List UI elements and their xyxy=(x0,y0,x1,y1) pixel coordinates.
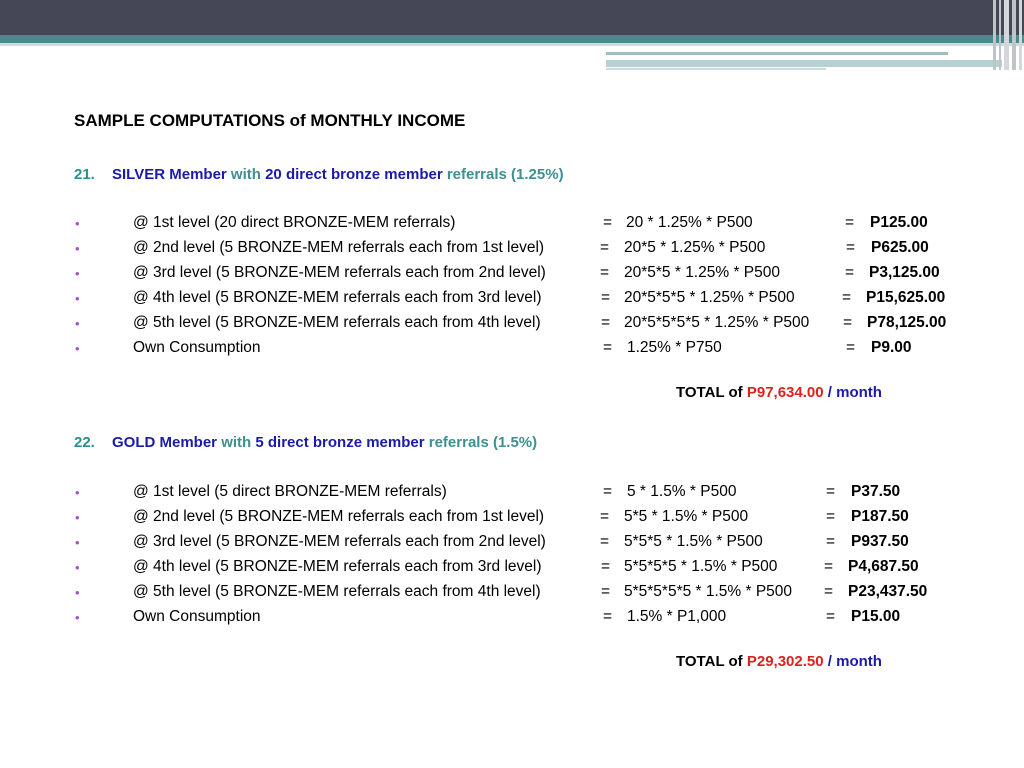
referral-count: 20 direct bronze member xyxy=(265,166,443,183)
list-item xyxy=(0,558,1024,580)
equals-sign: = xyxy=(601,289,611,306)
equals-sign: = xyxy=(846,239,856,256)
referral-rate: referrals (1.5%) xyxy=(428,434,538,451)
equals-sign: = xyxy=(843,314,853,331)
equals-sign: = xyxy=(846,339,856,356)
level-description: @ 3rd level (5 BRONZE-MEM referrals each from 2nd level) xyxy=(133,533,546,550)
list-item xyxy=(0,214,1024,236)
equals-sign: = xyxy=(826,608,836,625)
bullet-icon: • xyxy=(75,291,80,306)
level-description: @ 2nd level (5 BRONZE-MEM referrals each from 1st level) xyxy=(133,239,545,256)
equals-sign: = xyxy=(845,214,855,231)
formula: 5*5*5 * 1.5% * P500 xyxy=(624,533,763,550)
result-value: P37.50 xyxy=(851,483,901,500)
list-item xyxy=(0,239,1024,261)
formula: 1.5% * P1,000 xyxy=(627,608,727,625)
section-number: 21. xyxy=(74,166,95,183)
formula: 5*5 * 1.5% * P500 xyxy=(624,508,749,525)
equals-sign: = xyxy=(826,508,836,525)
decor-line xyxy=(606,68,826,70)
result-value: P625.00 xyxy=(871,239,929,256)
section-heading-silver xyxy=(74,166,564,183)
section-heading-gold xyxy=(74,434,537,451)
formula: 20*5*5*5*5 * 1.25% * P500 xyxy=(624,314,810,331)
list-item xyxy=(0,314,1024,336)
decor-vbar xyxy=(1004,0,1009,70)
equals-sign: = xyxy=(824,558,834,575)
formula: 5 * 1.5% * P500 xyxy=(627,483,737,500)
result-value: P9.00 xyxy=(871,339,912,356)
result-value: P187.50 xyxy=(851,508,909,525)
decor-line xyxy=(606,52,948,55)
equals-sign: = xyxy=(603,214,613,231)
level-description: @ 3rd level (5 BRONZE-MEM referrals each from 2nd level) xyxy=(133,264,546,281)
equals-sign: = xyxy=(842,289,852,306)
level-description: @ 4th level (5 BRONZE-MEM referrals each from 3rd level) xyxy=(133,289,542,306)
level-description: @ 5th level (5 BRONZE-MEM referrals each from 4th level) xyxy=(133,583,541,600)
bullet-icon: • xyxy=(75,241,80,256)
member-type: SILVER Member xyxy=(112,166,227,183)
result-value: P125.00 xyxy=(870,214,928,231)
total-value: P97,634.00 xyxy=(746,384,824,401)
with-word: with xyxy=(221,434,252,451)
level-description: @ 1st level (5 direct BRONZE-MEM referrals) xyxy=(133,483,447,500)
decor-vbar xyxy=(999,0,1001,70)
result-value: P937.50 xyxy=(851,533,909,550)
bullet-icon: • xyxy=(75,485,80,500)
page-title: SAMPLE COMPUTATIONS of MONTHLY INCOME xyxy=(74,111,466,130)
formula: 1.25% * P750 xyxy=(627,339,722,356)
equals-sign: = xyxy=(603,339,613,356)
result-value: P23,437.50 xyxy=(848,583,928,600)
with-word: with xyxy=(230,166,261,183)
bullet-icon: • xyxy=(75,610,80,625)
equals-sign: = xyxy=(826,533,836,550)
list-item xyxy=(0,583,1024,605)
level-description: Own Consumption xyxy=(133,339,261,356)
total-suffix: / month xyxy=(827,384,882,401)
level-description: @ 1st level (20 direct BRONZE-MEM referrals) xyxy=(133,214,456,231)
decor-vbar xyxy=(993,0,996,70)
formula: 5*5*5*5 * 1.5% * P500 xyxy=(624,558,778,575)
result-value: P3,125.00 xyxy=(869,264,940,281)
result-value: P4,687.50 xyxy=(848,558,919,575)
decor-vbar xyxy=(1012,0,1016,70)
bullet-icon: • xyxy=(75,266,80,281)
level-description: Own Consumption xyxy=(133,608,261,625)
total-label: TOTAL of xyxy=(676,653,743,670)
list-item xyxy=(0,289,1024,311)
total-label: TOTAL of xyxy=(676,384,743,401)
bullet-icon: • xyxy=(75,585,80,600)
equals-sign: = xyxy=(601,314,611,331)
formula: 20*5*5 * 1.25% * P500 xyxy=(624,264,780,281)
level-description: @ 4th level (5 BRONZE-MEM referrals each from 3rd level) xyxy=(133,558,542,575)
section-number: 22. xyxy=(74,434,95,451)
total-silver xyxy=(676,384,882,401)
list-item xyxy=(0,508,1024,530)
equals-sign: = xyxy=(603,483,613,500)
equals-sign: = xyxy=(600,239,610,256)
list-item xyxy=(0,339,1024,361)
referral-count: 5 direct bronze member xyxy=(255,434,425,451)
decor-line xyxy=(606,60,1002,67)
header-accent-line xyxy=(0,35,1024,43)
equals-sign: = xyxy=(600,508,610,525)
decor-vbar xyxy=(1019,0,1022,70)
equals-sign: = xyxy=(600,264,610,281)
level-description: @ 5th level (5 BRONZE-MEM referrals each from 4th level) xyxy=(133,314,541,331)
bullet-icon: • xyxy=(75,316,80,331)
list-item xyxy=(0,483,1024,505)
bullet-icon: • xyxy=(75,510,80,525)
formula: 20 * 1.25% * P500 xyxy=(626,214,753,231)
equals-sign: = xyxy=(845,264,855,281)
bullet-icon: • xyxy=(75,560,80,575)
total-suffix: / month xyxy=(827,653,882,670)
level-description: @ 2nd level (5 BRONZE-MEM referrals each from 1st level) xyxy=(133,508,545,525)
equals-sign: = xyxy=(603,608,613,625)
total-value: P29,302.50 xyxy=(746,653,824,670)
result-value: P15,625.00 xyxy=(866,289,946,306)
result-value: P15.00 xyxy=(851,608,901,625)
bullet-icon: • xyxy=(75,216,80,231)
equals-sign: = xyxy=(824,583,834,600)
equals-sign: = xyxy=(826,483,836,500)
bullet-icon: • xyxy=(75,535,80,550)
total-gold xyxy=(676,653,882,670)
member-type: GOLD Member xyxy=(112,434,218,451)
list-item xyxy=(0,608,1024,630)
list-item xyxy=(0,533,1024,555)
equals-sign: = xyxy=(600,533,610,550)
equals-sign: = xyxy=(601,583,611,600)
referral-rate: referrals (1.25%) xyxy=(446,166,564,183)
header-accent-line-light xyxy=(0,43,1024,46)
header-band xyxy=(0,0,1024,35)
formula: 5*5*5*5*5 * 1.5% * P500 xyxy=(624,583,793,600)
result-value: P78,125.00 xyxy=(867,314,947,331)
formula: 20*5*5*5 * 1.25% * P500 xyxy=(624,289,795,306)
list-item xyxy=(0,264,1024,286)
bullet-icon: • xyxy=(75,341,80,356)
formula: 20*5 * 1.25% * P500 xyxy=(624,239,766,256)
equals-sign: = xyxy=(601,558,611,575)
